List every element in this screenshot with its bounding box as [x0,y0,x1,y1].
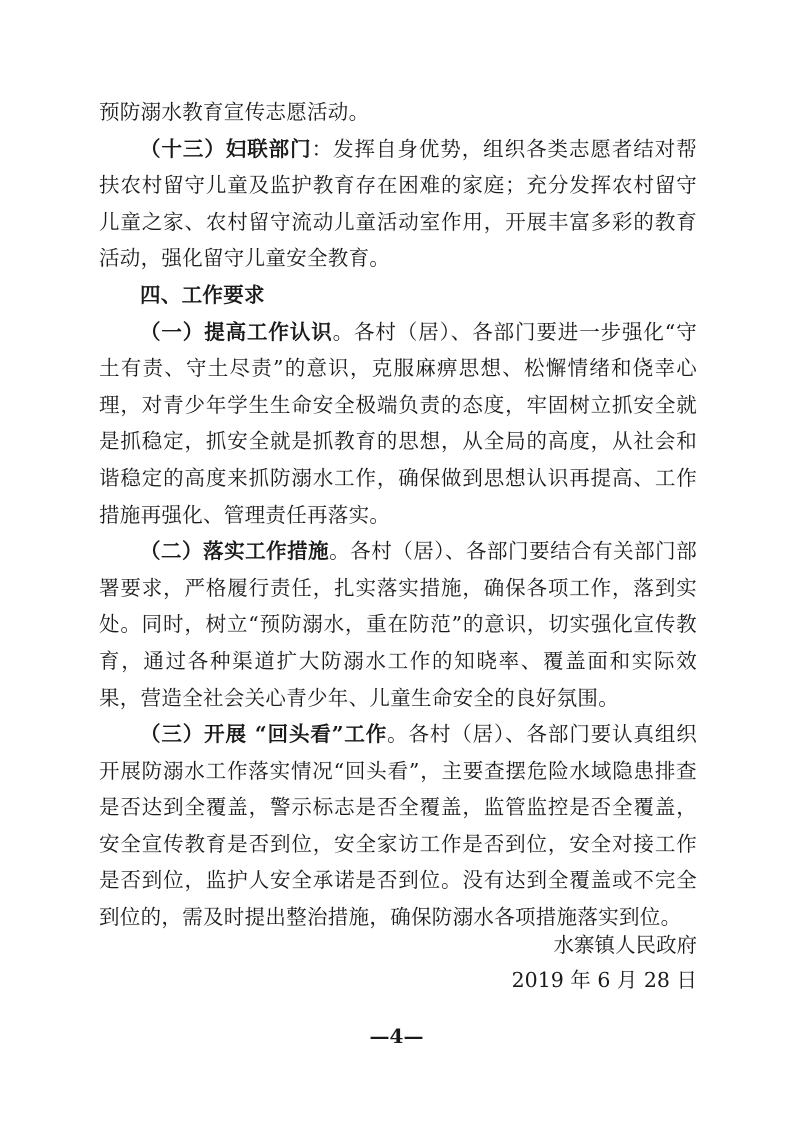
paragraph-text: 预防溺水教育宣传志愿活动。 [99,100,370,124]
paragraph-text: ：发挥自身优势，组织各类志愿者结对帮扶农村留守儿童及监护教育存在困难的家庭；充分发挥农村留守儿童之家、农村留守流动儿童活动室作用，开展丰富多彩的教育活动，强化留守儿童安全教育。 [99,136,697,271]
paragraph-continuation [99,94,697,131]
signature-organization: 水寨镇人民政府 [553,933,697,957]
section-heading: 四、工作要求 [140,282,265,307]
paragraph-text: 。各村（居）、各部门要进一步强化“守土有责、守土尽责”的意识，克服麻痹思想、松懈情绪和侥幸心理，对青少年学生生命安全极端负责的态度，牢固树立抓安全就是抓稳定，抓安全就是抓教育的思想，从全局的高度，从社会和谐稳定的高度来抓防溺水工作，确保做到思想认识再提高、工作措施再强化、管理责任再落实。 [99,319,697,527]
paragraph-heading: （十三）妇联部门 [140,136,312,161]
signature-date: 2019 年 6 月 28 日 [511,968,697,992]
document-body [99,94,697,936]
paragraph-womens-federation [99,131,697,277]
paragraph-text: 。各村（居）、各部门要认真组织开展防溺水工作落实情况“回头看”，主要查摆危险水域隐患排查是否达到全覆盖，警示标志是否全覆盖，监管监控是否全覆盖，安全宣传教育是否到位，安全家访工作是否到位，安全对接工作是否到位，监护人安全承诺是否到位。没有达到全覆盖或不完全到位的，需及时提出整治措施，确保防溺水各项措施落实到位。 [99,722,698,930]
paragraph-look-back [99,716,697,936]
paragraph-heading: （一）提高工作认识 [140,319,333,344]
paragraph-heading: （三）开展 “回头看”工作 [140,722,388,747]
paragraph-heading: （二）落实工作措施 [140,539,330,564]
paragraph-implement-measures [99,533,697,716]
section-heading-work-requirements [99,277,697,314]
paragraph-improve-awareness [99,314,697,534]
paragraph-text: 。各村（居）、各部门要结合有关部门部署要求，严格履行责任，扎实落实措施，确保各项工作，落到实处。同时，树立“预防溺水，重在防范”的意识，切实强化宣传教育，通过各种渠道扩大防溺水工作的知晓率、覆盖面和实际效果，营造全社会关心青少年、儿童生命安全的良好氛围。 [99,539,697,710]
page-number: —4— [369,1024,424,1048]
